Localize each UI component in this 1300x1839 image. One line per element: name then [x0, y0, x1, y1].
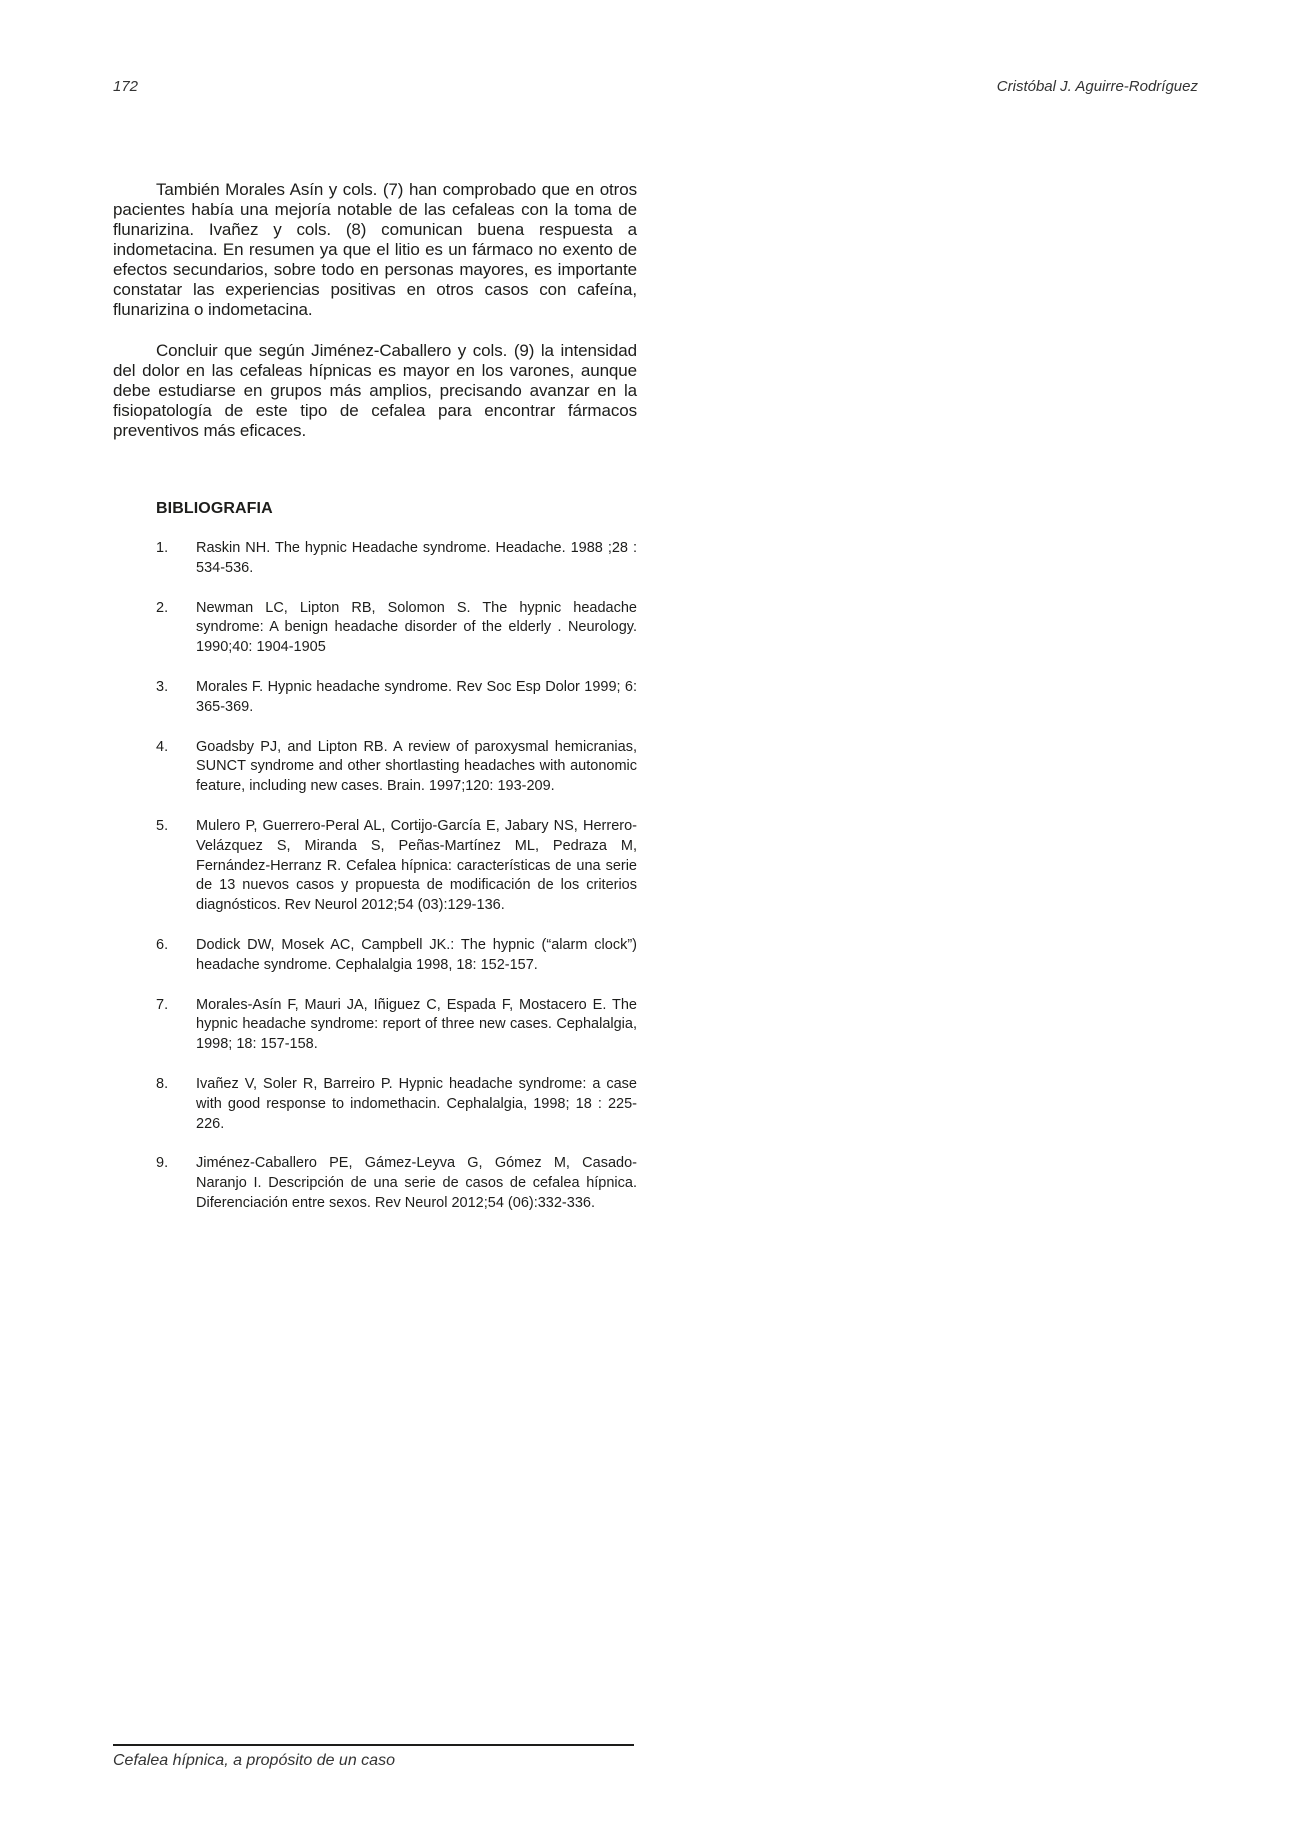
reference-item — [156, 996, 637, 1055]
bibliography-heading: BIBLIOGRAFIA — [156, 500, 273, 517]
reference-number: 6. — [156, 936, 169, 953]
reference-item — [156, 1075, 637, 1134]
reference-item — [156, 539, 637, 579]
reference-text: Raskin NH. The hypnic Headache syndrome. Headache. 1988 ;28 : 534-536. — [196, 540, 637, 576]
reference-item — [156, 678, 637, 718]
reference-text: Dodick DW, Mosek AC, Campbell JK.: The hypnic (“alarm clock”) headache syndrome. Cephalalgia 1998, 18: 152-157. — [196, 936, 637, 973]
page-number: 172 — [113, 78, 139, 95]
reference-text: Morales-Asín F, Mauri JA, Iñiguez C, Espada F, Mostacero E. The hypnic headache syndrome: report of three new cases. Cephalalgia, 1998; 18: 157-158. — [196, 996, 637, 1053]
footer-article-title: Cefalea hípnica, a propósito de un caso — [113, 1752, 395, 1769]
reference-item — [156, 738, 637, 797]
reference-text: Mulero P, Guerrero-Peral AL, Cortijo-García E, Jabary NS, Herrero-Velázquez S, Miranda S, Peñas-Martínez ML, Pedraza M, Fernández-Herranz R. Cefalea hípnica: características de una serie de 13 nuevos casos y propuesta de modificación de los criterios diagnósticos. Rev Neurol 2012;54 (03):129-136. — [196, 817, 637, 914]
reference-item — [156, 936, 637, 976]
body-paragraph: También Morales Asín y cols. (7) han comprobado que en otros pacientes había una mejoría notable de las cefaleas con la toma de flunarizina. Ivañez y cols. (8) comunican buena respuesta a indometacina. En resumen ya que el litio es un fármaco no exento de efectos secundarios, sobre todo en personas mayores, es importante constatar las experiencias positivas en otros casos con cafeína, flunarizina o indometacina. — [113, 180, 637, 319]
reference-text: Goadsby PJ, and Lipton RB. A review of paroxysmal hemicranias, SUNCT syndrome and other shortlasting headaches with autonomic feature, including new cases. Brain. 1997;120: 193-209. — [196, 738, 637, 795]
reference-number: 2. — [156, 599, 169, 616]
reference-number: 5. — [156, 817, 169, 834]
body-text — [113, 180, 637, 462]
reference-number: 8. — [156, 1075, 169, 1092]
reference-item — [156, 599, 637, 658]
reference-number: 7. — [156, 996, 169, 1013]
reference-number: 9. — [156, 1155, 169, 1172]
reference-item — [156, 1154, 637, 1213]
reference-number: 3. — [156, 678, 169, 695]
reference-list — [156, 539, 637, 1214]
body-paragraph: Concluir que según Jiménez-Caballero y cols. (9) la intensidad del dolor en las cefaleas hípnicas es mayor en los varones, aunque debe estudiarse en grupos más amplios, precisando avanzar en la fisiopatología de este tipo de cefalea para encontrar fármacos preventivos más eficaces. — [113, 341, 637, 440]
bibliography — [156, 500, 637, 1234]
reference-item — [156, 817, 637, 916]
reference-number: 4. — [156, 738, 169, 755]
running-head-author: Cristóbal J. Aguirre-Rodríguez — [996, 78, 1198, 95]
reference-number: 1. — [156, 540, 169, 556]
reference-text: Ivañez V, Soler R, Barreiro P. Hypnic headache syndrome: a case with good response to indomethacin. Cephalalgia, 1998; 18 : 225-226. — [196, 1075, 637, 1132]
reference-text: Newman LC, Lipton RB, Solomon S. The hypnic headache syndrome: A benign headache disorder of the elderly . Neurology. 1990;40: 1904-1905 — [196, 599, 637, 656]
footer-divider — [113, 1744, 634, 1746]
reference-text: Jiménez-Caballero PE, Gámez-Leyva G, Gómez M, Casado-Naranjo I. Descripción de una serie de casos de cefalea hípnica. Diferenciación entre sexos. Rev Neurol 2012;54 (06):332-336. — [196, 1155, 637, 1211]
reference-text: Morales F. Hypnic headache syndrome. Rev Soc Esp Dolor 1999; 6: 365-369. — [196, 678, 637, 715]
